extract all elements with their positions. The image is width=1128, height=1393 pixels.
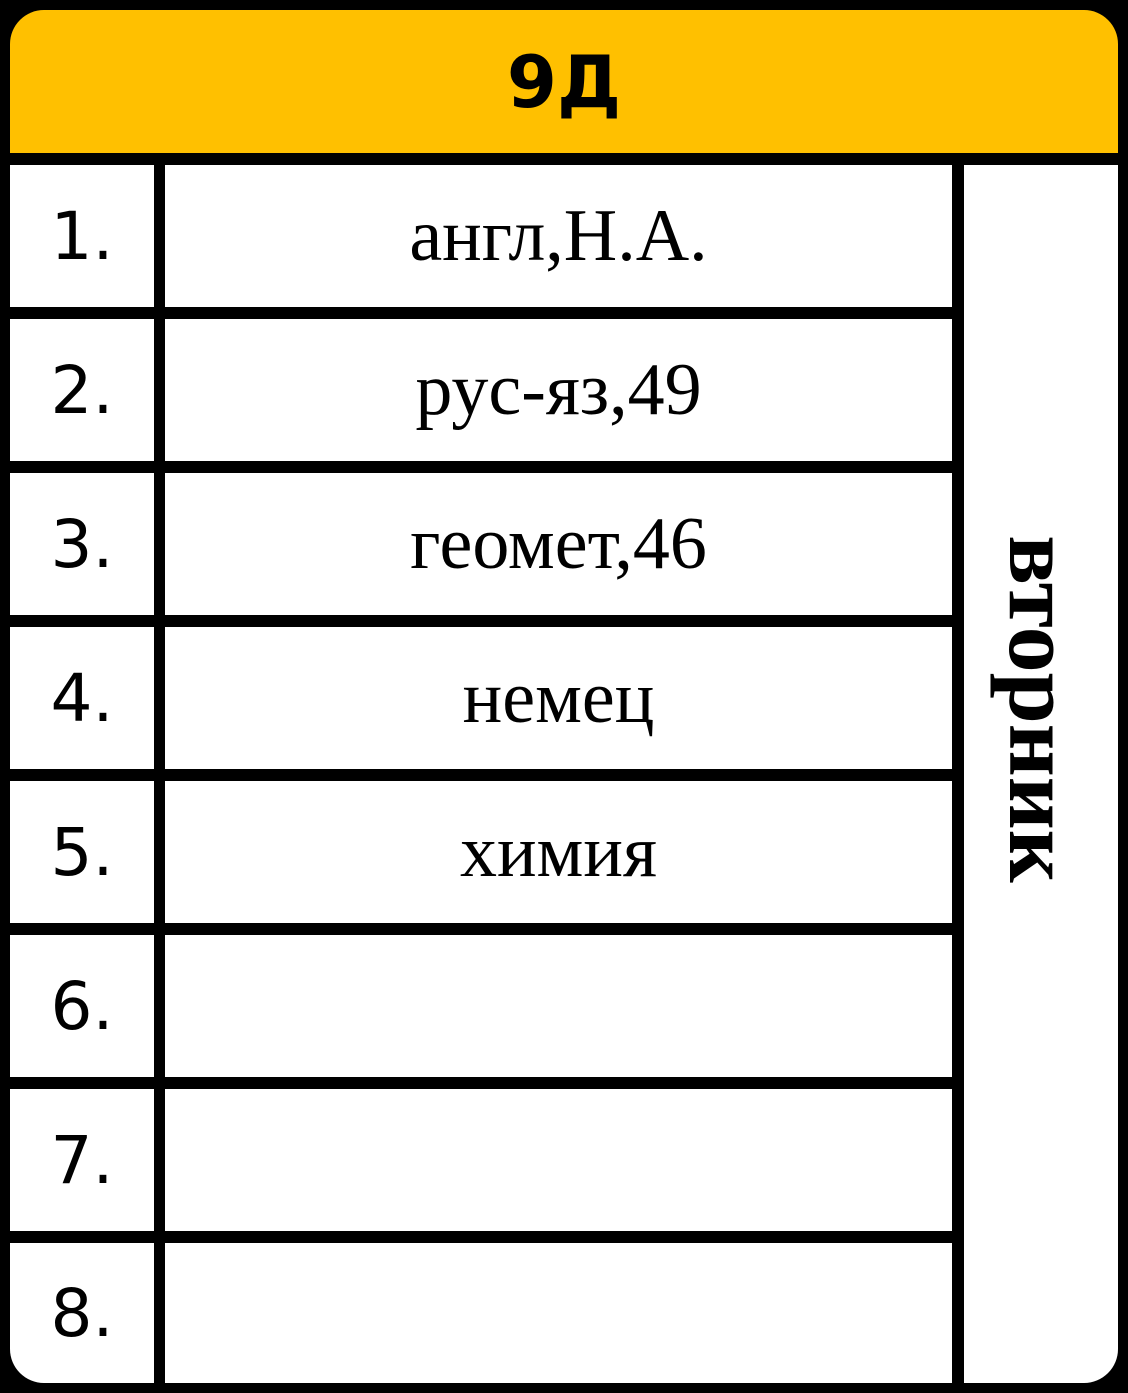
lesson-number: 8. (10, 1243, 154, 1383)
lesson-subject (165, 935, 952, 1077)
lesson-number: 2. (10, 319, 154, 461)
lesson-number: 6. (10, 935, 154, 1077)
lesson-subject (165, 1089, 952, 1231)
lesson-subject: англ,Н.А. (165, 165, 952, 307)
day-label: вторник (990, 535, 1092, 883)
lesson-number: 5. (10, 781, 154, 923)
lesson-subject (165, 1243, 952, 1383)
lesson-number: 4. (10, 627, 154, 769)
lesson-number: 7. (10, 1089, 154, 1231)
class-header: 9Д (10, 10, 1118, 153)
lesson-subject: рус-яз,49 (165, 319, 952, 461)
lesson-subject: немец (165, 627, 952, 769)
lesson-subject: химия (165, 781, 952, 923)
schedule-card (10, 10, 1118, 1383)
lesson-number: 1. (10, 165, 154, 307)
lesson-subject: геомет,46 (165, 473, 952, 615)
day-column (964, 165, 1118, 1383)
lesson-number: 3. (10, 473, 154, 615)
